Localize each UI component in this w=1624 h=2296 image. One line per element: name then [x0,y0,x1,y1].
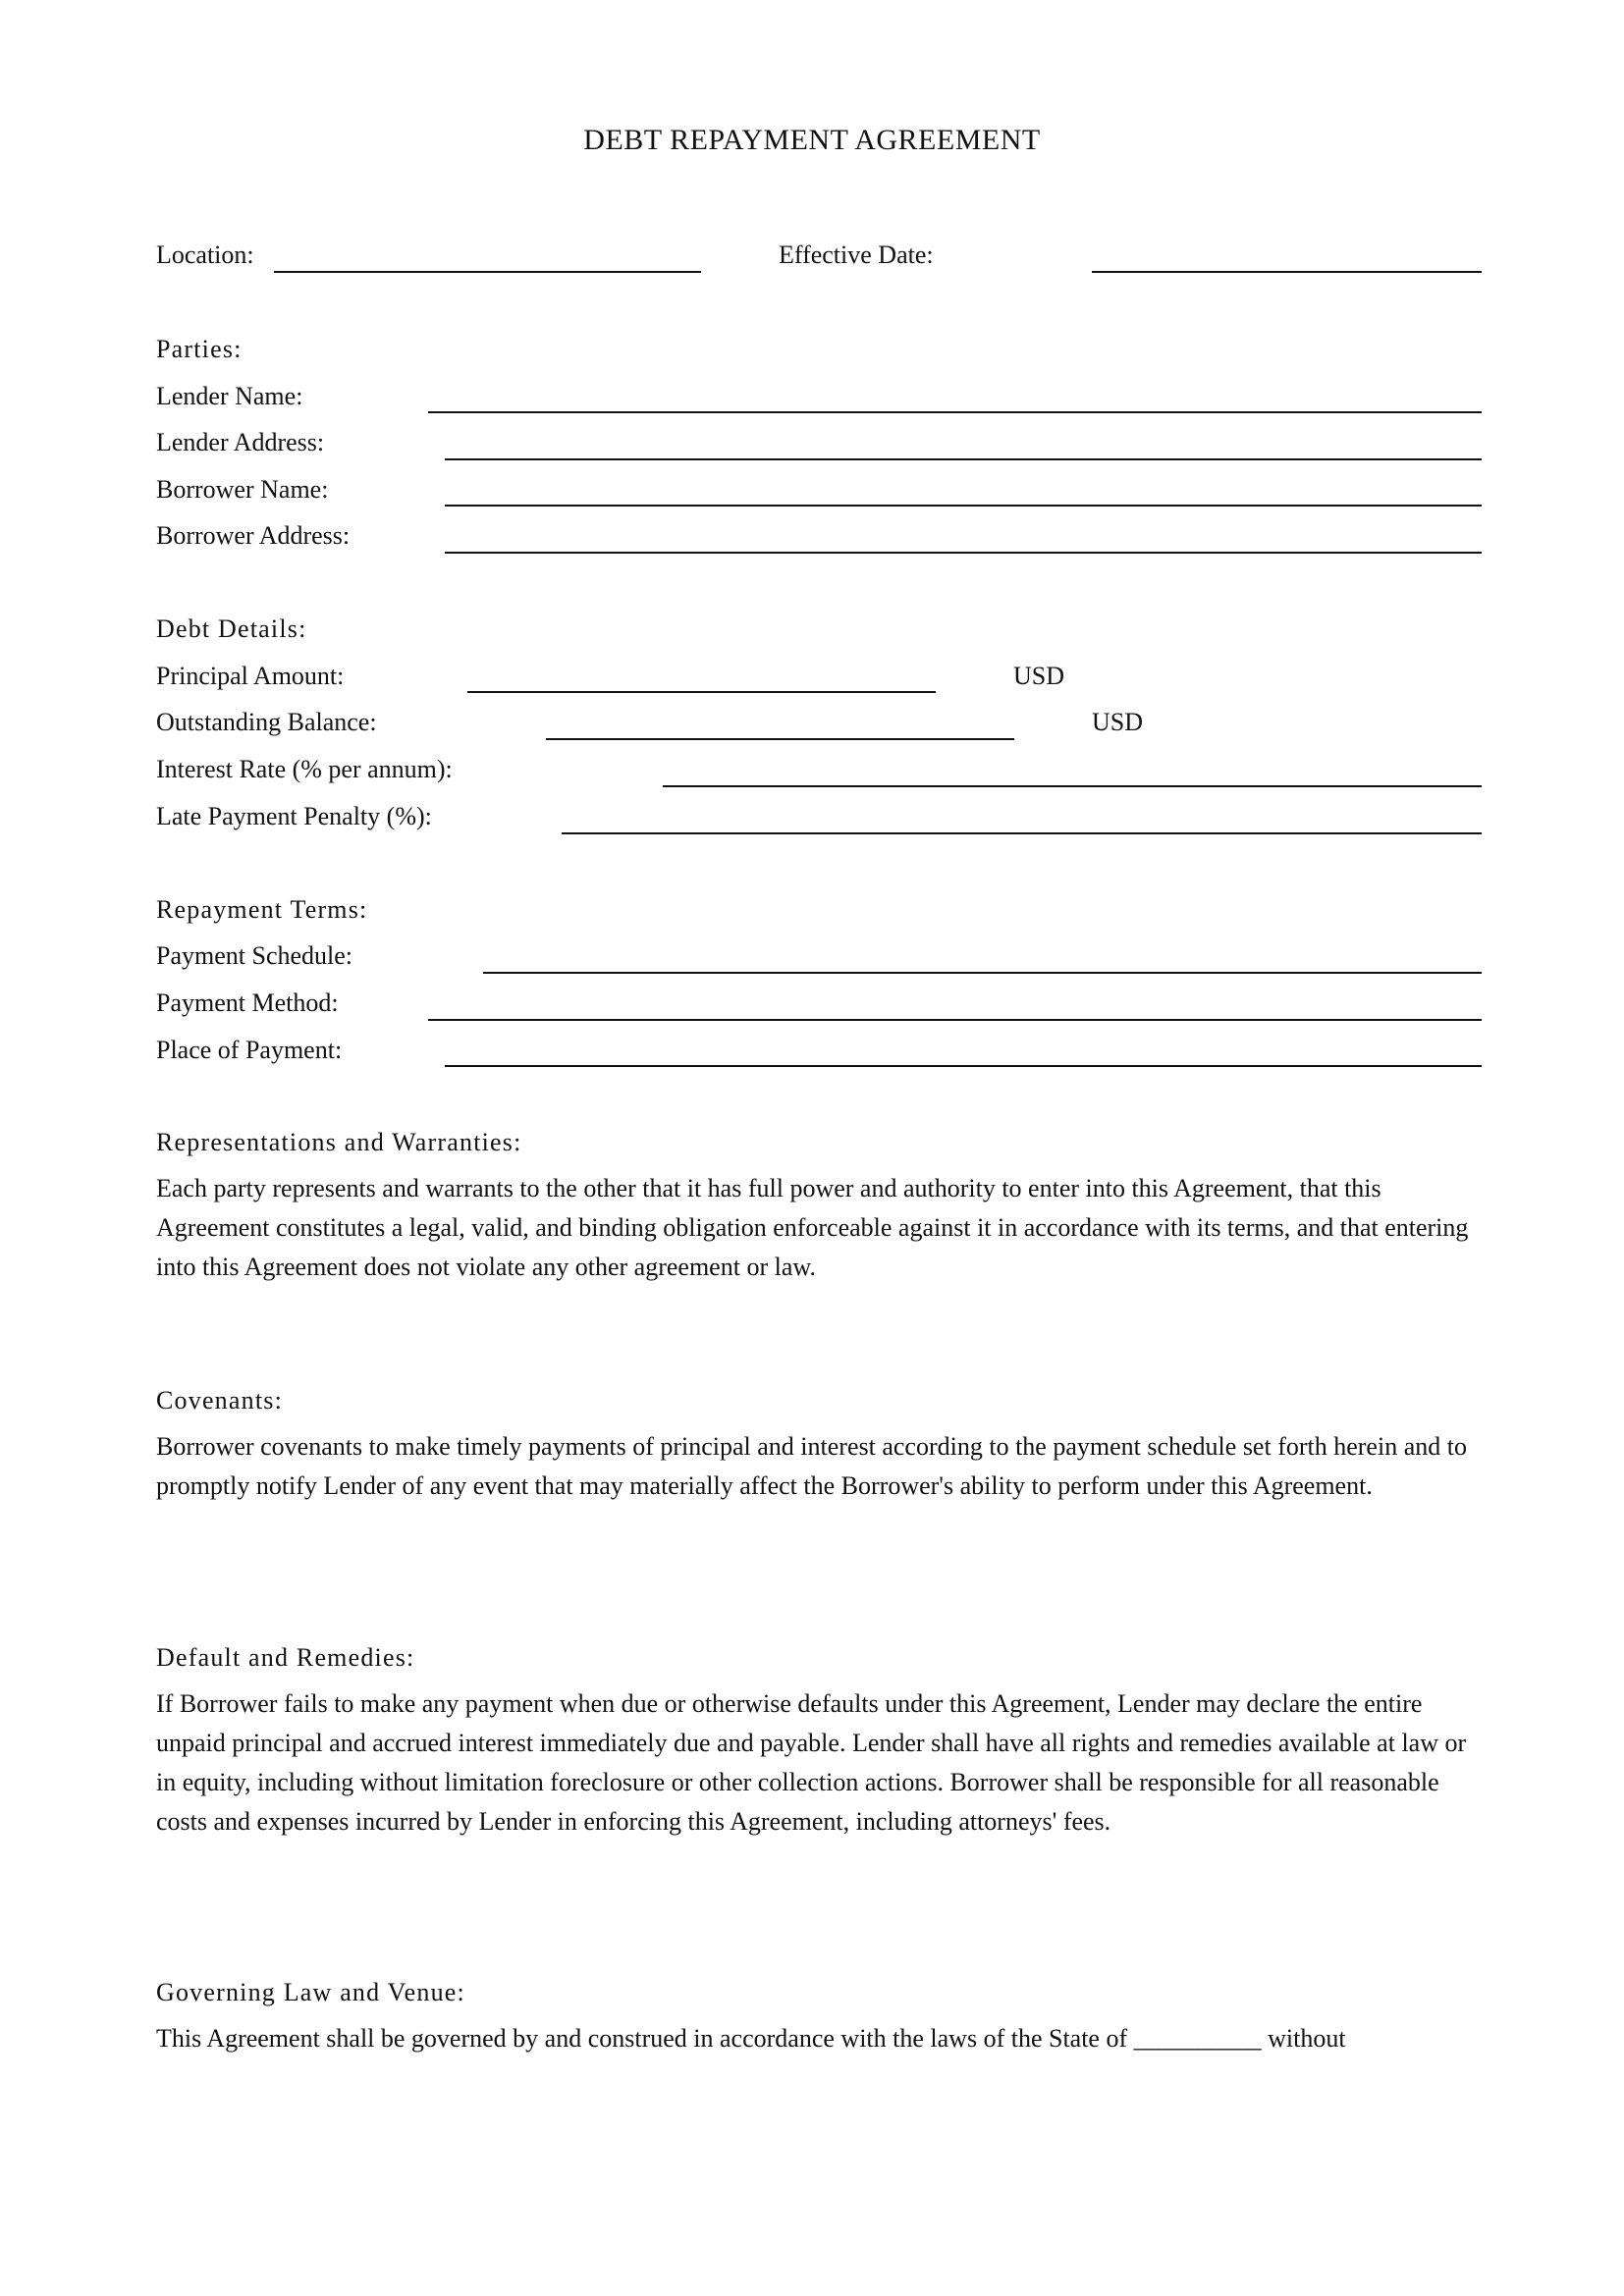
debt-details-heading: Debt Details: [156,614,307,643]
governing-law-heading: Governing Law and Venue: [156,1978,465,2006]
lender-name-label: Lender Name: [156,382,303,410]
payment-schedule-label: Payment Schedule: [156,941,353,970]
principal-amount-label: Principal Amount: [156,662,345,690]
payment-method-label: Payment Method: [156,988,339,1017]
principal-currency: USD [1013,662,1065,690]
borrower-name-field[interactable] [445,505,1482,507]
effective-date-label: Effective Date: [779,240,934,269]
lender-address-field[interactable] [445,458,1482,460]
late-penalty-field[interactable] [562,832,1482,834]
representations-body: Each party represents and warrants to the other that it has full power and authority to enter into this Agreement, that this Agreement constitutes a legal, valid, and binding obligation enforceable against it in accordance with its terms, and that entering into this Agreement does not violate any other agreement or law. [156,1174,1469,1281]
place-of-payment-field[interactable] [445,1065,1482,1067]
location-label: Location: [156,240,254,269]
covenants-body: Borrower covenants to make timely payments of principal and interest according to the payment schedule set forth herein and to promptly notify Lender of any event that may materially affect the Borrower's ability to perform under this Agreement. [156,1432,1467,1500]
interest-rate-label: Interest Rate (% per annum): [156,755,453,783]
outstanding-currency: USD [1092,708,1144,736]
late-penalty-label: Late Payment Penalty (%): [156,802,432,830]
default-remedies-body: If Borrower fails to make any payment when due or otherwise defaults under this Agreement, Lender may declare the entire unpaid principal and accrued interest immediately due and payable. Lender shall have all rights and remedies available at law or in equity, including without limitation foreclosure or other collection actions. Borrower shall be responsible for all reasonable costs and expenses incurred by Lender in enforcing this Agreement, including attorneys' fees. [156,1689,1467,1836]
borrower-name-label: Borrower Name: [156,475,329,504]
principal-amount-field[interactable] [467,691,936,693]
repayment-terms-heading: Repayment Terms: [156,895,368,924]
place-of-payment-label: Place of Payment: [156,1036,343,1064]
payment-schedule-field[interactable] [483,972,1482,974]
parties-heading: Parties: [156,335,243,363]
lender-address-label: Lender Address: [156,428,325,456]
outstanding-balance-label: Outstanding Balance: [156,708,377,736]
outstanding-balance-field[interactable] [546,738,1014,740]
covenants-heading: Covenants: [156,1386,283,1415]
governing-law-body: This Agreement shall be governed by and construed in accordance with the laws of the State of __________ without [156,2024,1346,2053]
representations-heading: Representations and Warranties: [156,1128,522,1156]
payment-method-field[interactable] [428,1019,1482,1021]
interest-rate-field[interactable] [663,785,1482,787]
effective-date-field[interactable] [1092,271,1482,273]
borrower-address-field[interactable] [445,552,1482,554]
default-remedies-heading: Default and Remedies: [156,1643,415,1672]
borrower-address-label: Borrower Address: [156,521,351,550]
document-title: DEBT REPAYMENT AGREEMENT [583,124,1041,156]
lender-name-field[interactable] [428,411,1482,413]
location-field[interactable] [274,271,701,273]
